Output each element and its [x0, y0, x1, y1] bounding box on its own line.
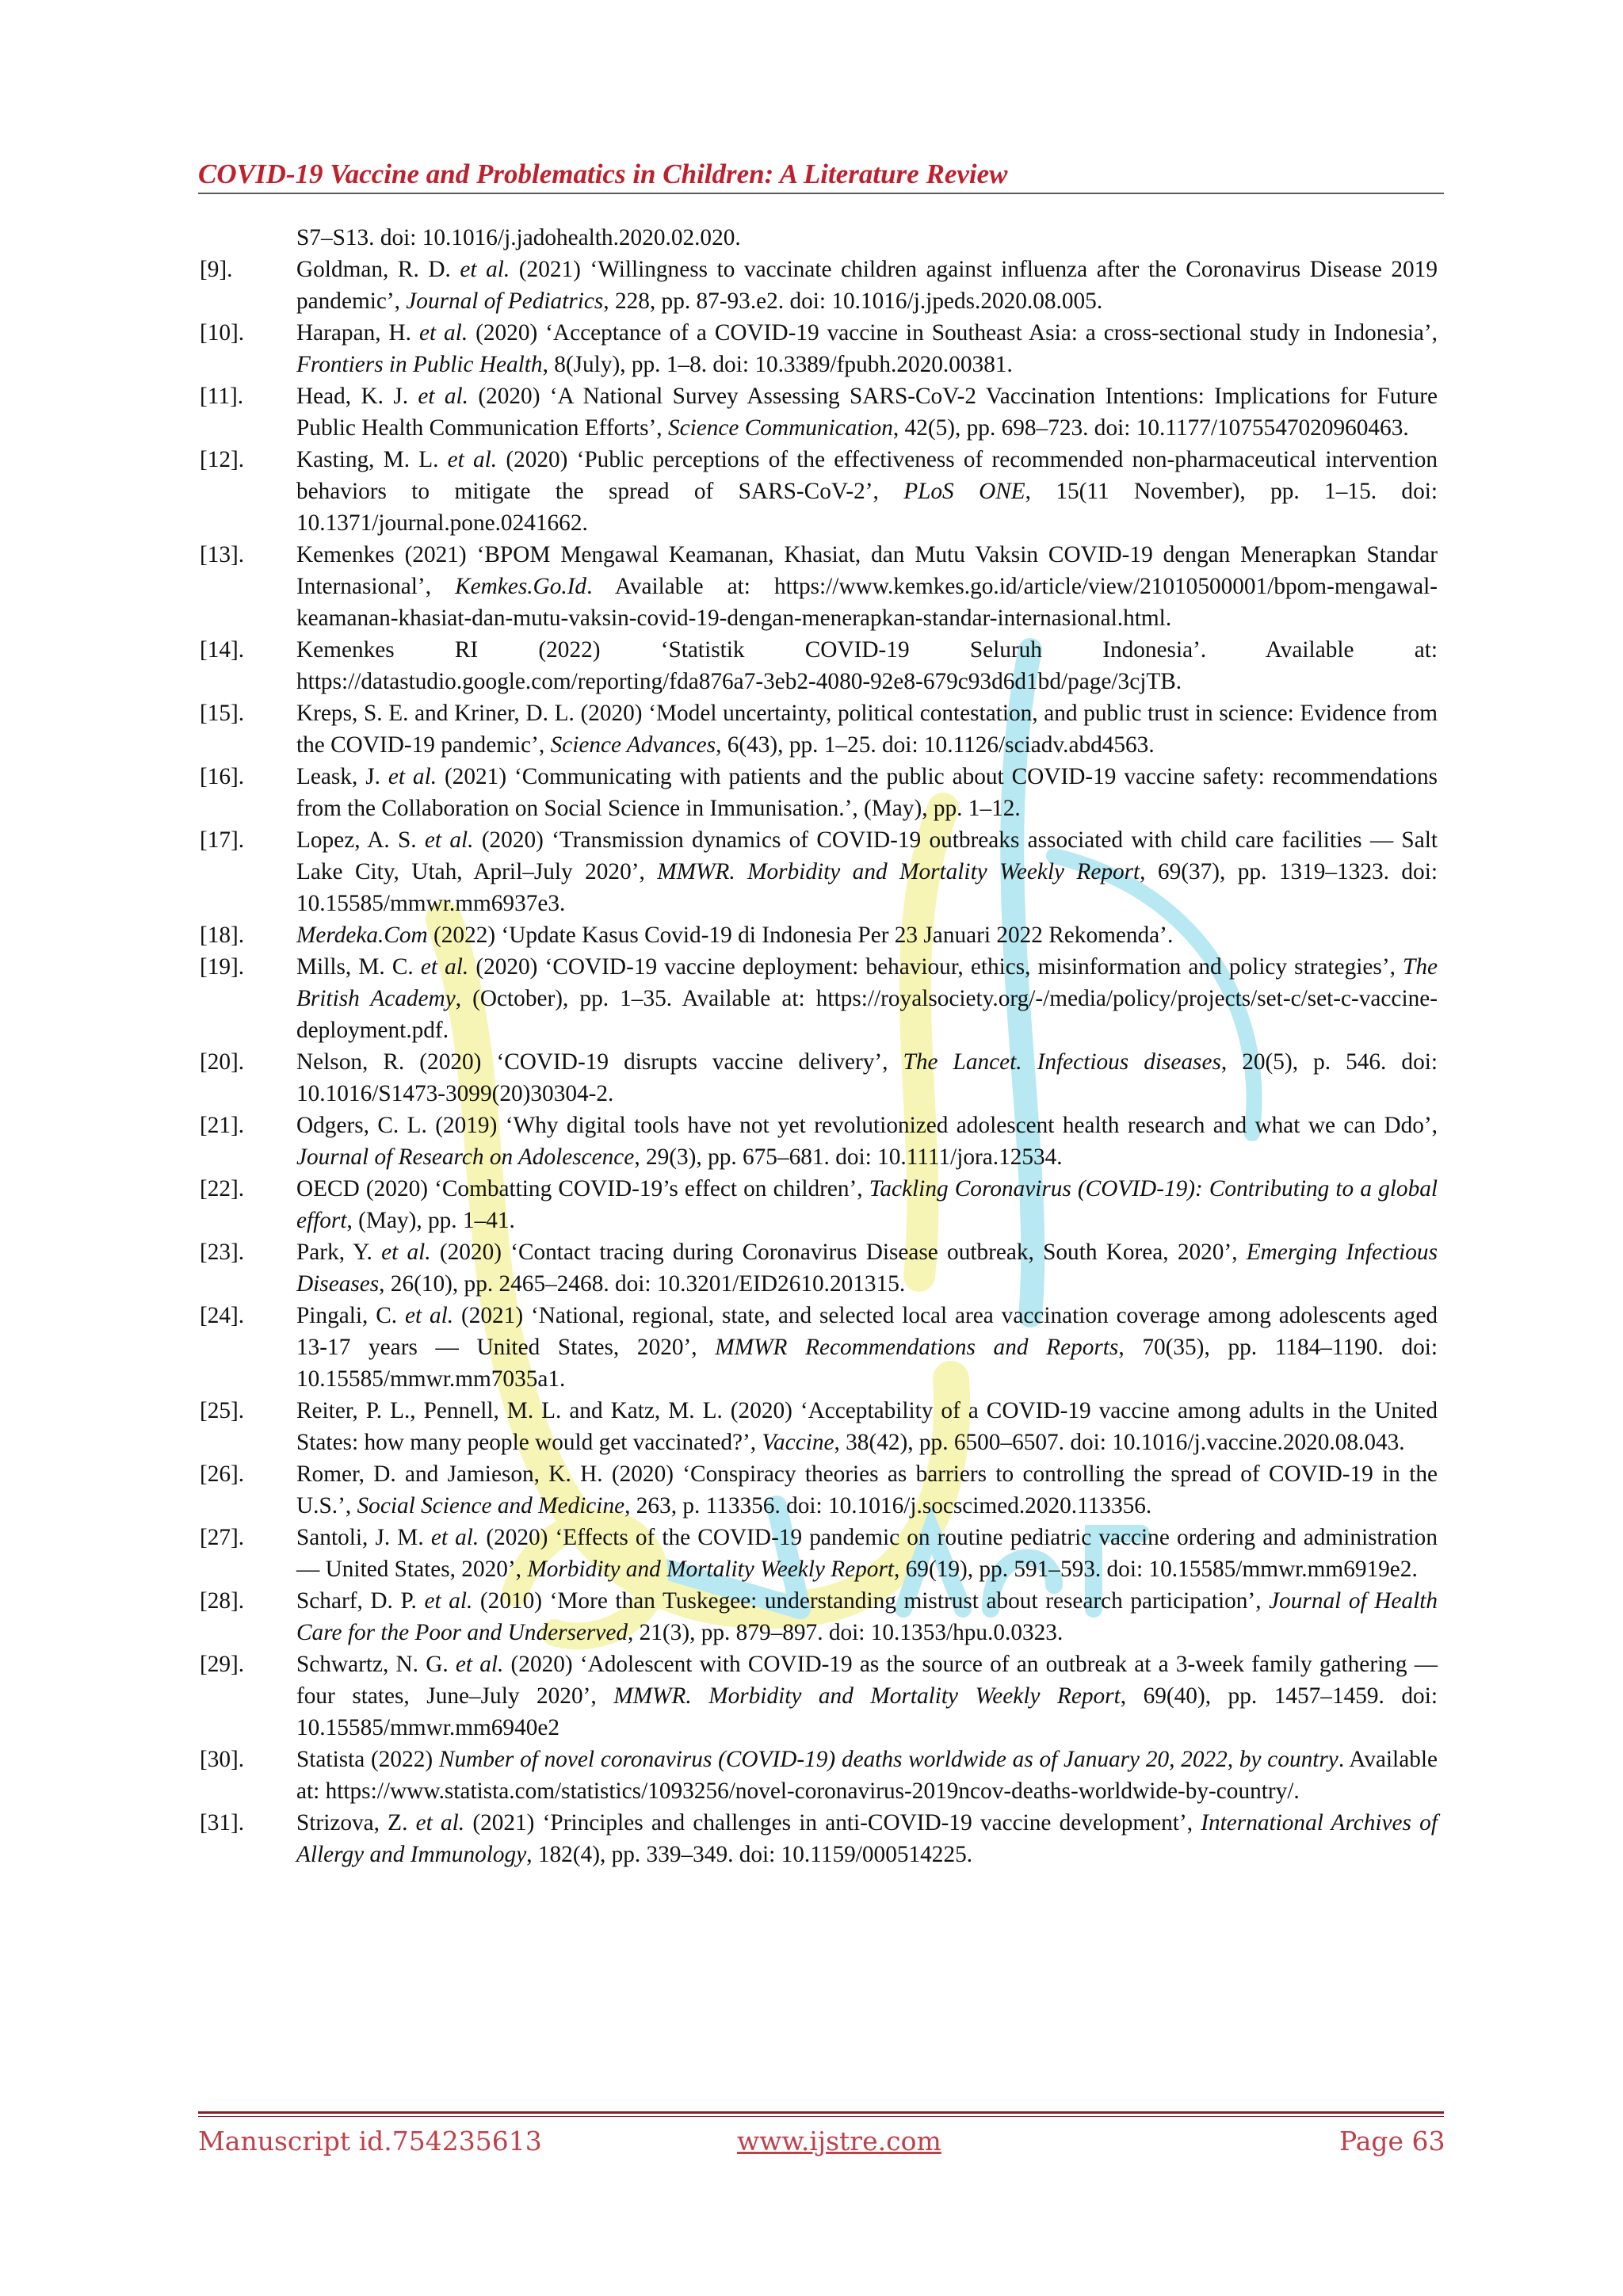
reference-text: Lopez, A. S. et al. (2020) ‘Transmission dynamics of COVID-19 outbreaks associated with child care facilities — Salt Lake City, Utah, April–July 2020’, MMWR. Morbidity and Mortality Weekly Report, 69(37), pp. 1319–1323. doi: 10.15585/mmwr.mm6937e3. [296, 827, 1438, 916]
reference-text: Odgers, C. L. (2019) ‘Why digital tools have not yet revolutionized adolescent health research and what we can Ddo’, Journal of Research on Adolescence, 29(3), pp. 675–681. doi: 10.1111/jora.12534. [296, 1113, 1438, 1170]
reference-number: [9]. [200, 257, 233, 282]
reference-item [200, 1744, 1438, 1807]
reference-number: [13]. [200, 542, 245, 567]
reference-item [200, 1173, 1438, 1236]
reference-number: [31]. [200, 1810, 245, 1836]
reference-number: [24]. [200, 1303, 245, 1328]
reference-item [200, 1236, 1438, 1300]
footer-website-link[interactable]: www.ijstre.com [737, 2126, 941, 2157]
reference-text: Schwartz, N. G. et al. (2020) ‘Adolescent with COVID-19 as the source of an outbreak at a 3-week family gathering — four states, June–July 2020’, MMWR. Morbidity and Mortality Weekly Report, 69(40), pp. 1457–1459. doi: 10.15585/mmwr.mm6940e2 [296, 1652, 1438, 1740]
reference-continuation: S7–S13. doi: 10.1016/j.jadohealth.2020.02.020. [296, 225, 741, 250]
reference-item [200, 697, 1438, 761]
reference-number: [15]. [200, 701, 245, 726]
reference-item [200, 1046, 1438, 1110]
reference-item [200, 444, 1438, 539]
reference-number: [20]. [200, 1049, 245, 1075]
reference-number: [18]. [200, 923, 245, 948]
reference-text: Strizova, Z. et al. (2021) ‘Principles and challenges in anti-COVID-19 vaccine development’, International Archives of Allergy and Immunology, 182(4), pp. 339–349. doi: 10.1159/000514225. [296, 1810, 1438, 1867]
reference-text: Head, K. J. et al. (2020) ‘A National Survey Assessing SARS-CoV-2 Vaccination Intentions: Implications for Future Public Health Communication Efforts’, Science Communication, 42(5), pp. 698–723. doi: 10.1177/1075547020960463. [296, 384, 1438, 441]
reference-number: [21]. [200, 1113, 245, 1138]
reference-item [200, 1807, 1438, 1870]
reference-item [200, 919, 1438, 951]
reference-item [200, 634, 1438, 697]
reference-number: [19]. [200, 954, 245, 980]
reference-text: Park, Y. et al. (2020) ‘Contact tracing during Coronavirus Disease outbreak, South Korea, 2020’, Emerging Infectious Diseases, 26(10), pp. 2465–2468. doi: 10.3201/EID2610.201315. [296, 1240, 1438, 1297]
reference-number: [17]. [200, 827, 245, 853]
reference-number: [26]. [200, 1461, 245, 1487]
reference-item [200, 254, 1438, 317]
reference-text: Santoli, J. M. et al. (2020) ‘Effects of the COVID-19 pandemic on routine pediatric vaccine ordering and administration — United States, 2020’, Morbidity and Mortality Weekly Report, 69(19), pp. 591–593. doi: 10.15585/mmwr.mm6919e2. [296, 1525, 1438, 1582]
footer-page-number: Page 63 [1339, 2126, 1445, 2157]
reference-item [200, 1648, 1438, 1744]
reference-item [200, 824, 1438, 919]
reference-number: [29]. [200, 1652, 245, 1677]
reference-text: Kreps, S. E. and Kriner, D. L. (2020) ‘Model uncertainty, political contestation, and public trust in science: Evidence from the COVID-19 pandemic’, Science Advances, 6(43), pp. 1–25. doi: 10.1126/sciadv.abd4563. [296, 701, 1438, 758]
reference-text: Nelson, R. (2020) ‘COVID-19 disrupts vaccine delivery’, The Lancet. Infectious diseases, 20(5), p. 546. doi: 10.1016/S1473-3099(20)30304-2. [296, 1049, 1438, 1106]
reference-number: [16]. [200, 764, 245, 789]
reference-list [200, 222, 1438, 1870]
reference-text: Harapan, H. et al. (2020) ‘Acceptance of a COVID-19 vaccine in Southeast Asia: a cross-sectional study in Indonesia’, Frontiers in Public Health, 8(July), pp. 1–8. doi: 10.3389/fpubh.2020.00381. [296, 320, 1438, 377]
footer-divider-thin [198, 2116, 1444, 2117]
reference-number: [12]. [200, 447, 245, 472]
reference-number: [27]. [200, 1525, 245, 1550]
reference-text: Reiter, P. L., Pennell, M. L. and Katz, M. L. (2020) ‘Acceptability of a COVID-19 vaccine among adults in the United States: how many people would get vaccinated?’, Vaccine, 38(42), pp. 6500–6507. doi: 10.1016/j.vaccine.2020.08.043. [296, 1398, 1438, 1455]
reference-text: Mills, M. C. et al. (2020) ‘COVID-19 vaccine deployment: behaviour, ethics, misinformation and policy strategies’, The British Academy, (October), pp. 1–35. Available at: https://royalsociety.org/-/media/policy/projects/set-c/set-c-vaccine-deployment.pdf. [296, 954, 1438, 1043]
reference-text: Romer, D. and Jamieson, K. H. (2020) ‘Conspiracy theories as barriers to controlling the spread of COVID-19 in the U.S.’, Social Science and Medicine, 263, p. 113356. doi: 10.1016/j.socscimed.2020.113356. [296, 1461, 1438, 1519]
footer-divider [198, 2111, 1444, 2114]
reference-item [200, 539, 1438, 634]
footer-manuscript-id: Manuscript id.754235613 [198, 2126, 542, 2157]
reference-item [200, 1110, 1438, 1173]
reference-text: Kemenkes RI (2022) ‘Statistik COVID-19 Seluruh Indonesia’. Available at: https://datastudio.google.com/reporting/fda876a7-3eb2-4080-92e8-679c93d6d1bd/page/3cjTB. [296, 637, 1438, 694]
reference-number: [22]. [200, 1176, 245, 1201]
reference-text: Kasting, M. L. et al. (2020) ‘Public perceptions of the effectiveness of recommended non-pharmaceutical intervention behaviors to mitigate the spread of SARS-CoV-2’, PLoS ONE, 15(11 November), pp. 1–15. doi: 10.1371/journal.pone.0241662. [296, 447, 1438, 536]
reference-item [200, 380, 1438, 444]
reference-item [200, 761, 1438, 824]
reference-text: Goldman, R. D. et al. (2021) ‘Willingness to vaccinate children against influenza after the Coronavirus Disease 2019 pandemic’, Journal of Pediatrics, 228, pp. 87-93.e2. doi: 10.1016/j.jpeds.2020.08.005. [296, 257, 1438, 314]
reference-number: [28]. [200, 1588, 245, 1614]
reference-text: Leask, J. et al. (2021) ‘Communicating with patients and the public about COVID-19 vaccine safety: recommendations from the Collaboration on Social Science in Immunisation.’, (May), pp. 1–12. [296, 764, 1438, 821]
reference-text: Merdeka.Com (2022) ‘Update Kasus Covid-19 di Indonesia Per 23 Januari 2022 Rekomenda’. [296, 923, 1174, 948]
reference-item [200, 951, 1438, 1046]
reference-item [200, 1458, 1438, 1522]
header-divider [198, 193, 1444, 194]
reference-number: [30]. [200, 1747, 245, 1772]
reference-text: OECD (2020) ‘Combatting COVID-19’s effect on children’, Tackling Coronavirus (COVID-19): Contributing to a global effort, (May), pp. 1–41. [296, 1176, 1438, 1233]
reference-number: [23]. [200, 1240, 245, 1265]
reference-text: Statista (2022) Number of novel coronavirus (COVID-19) deaths worldwide as of January 20, 2022, by country. Available at: https://www.statista.com/statistics/1093256/novel-coronavirus-2019ncov-deaths-worldwide-by-country/. [296, 1747, 1438, 1804]
reference-item [200, 317, 1438, 380]
reference-text: Scharf, D. P. et al. (2010) ‘More than Tuskegee: understanding mistrust about research participation’, Journal of Health Care for the Poor and Underserved, 21(3), pp. 879–897. doi: 10.1353/hpu.0.0323. [296, 1588, 1438, 1645]
reference-text: Pingali, C. et al. (2021) ‘National, regional, state, and selected local area vaccination coverage among adolescents aged 13-17 years — United States, 2020’, MMWR Recommendations and Reports, 70(35), pp. 1184–1190. doi: 10.15585/mmwr.mm7035a1. [296, 1303, 1438, 1392]
reference-number: [14]. [200, 637, 245, 663]
reference-number: [10]. [200, 320, 245, 346]
running-header-title: COVID-19 Vaccine and Problematics in Children: A Literature Review [198, 159, 1008, 189]
reference-item [200, 1585, 1438, 1648]
reference-item [200, 1522, 1438, 1585]
reference-item [200, 1300, 1438, 1395]
reference-number: [11]. [200, 384, 244, 409]
reference-number: [25]. [200, 1398, 245, 1423]
reference-text: Kemenkes (2021) ‘BPOM Mengawal Keamanan, Khasiat, dan Mutu Vaksin COVID-19 dengan Menerapkan Standar Internasional’, Kemkes.Go.Id. Available at: https://www.kemkes.go.id/article/view/21010500001/bpom-mengawal-keamanan-khasiat-dan-mutu-vaksin-covid-19-dengan-menerapkan-standar-internasional.html. [296, 542, 1438, 631]
reference-item [200, 1395, 1438, 1458]
